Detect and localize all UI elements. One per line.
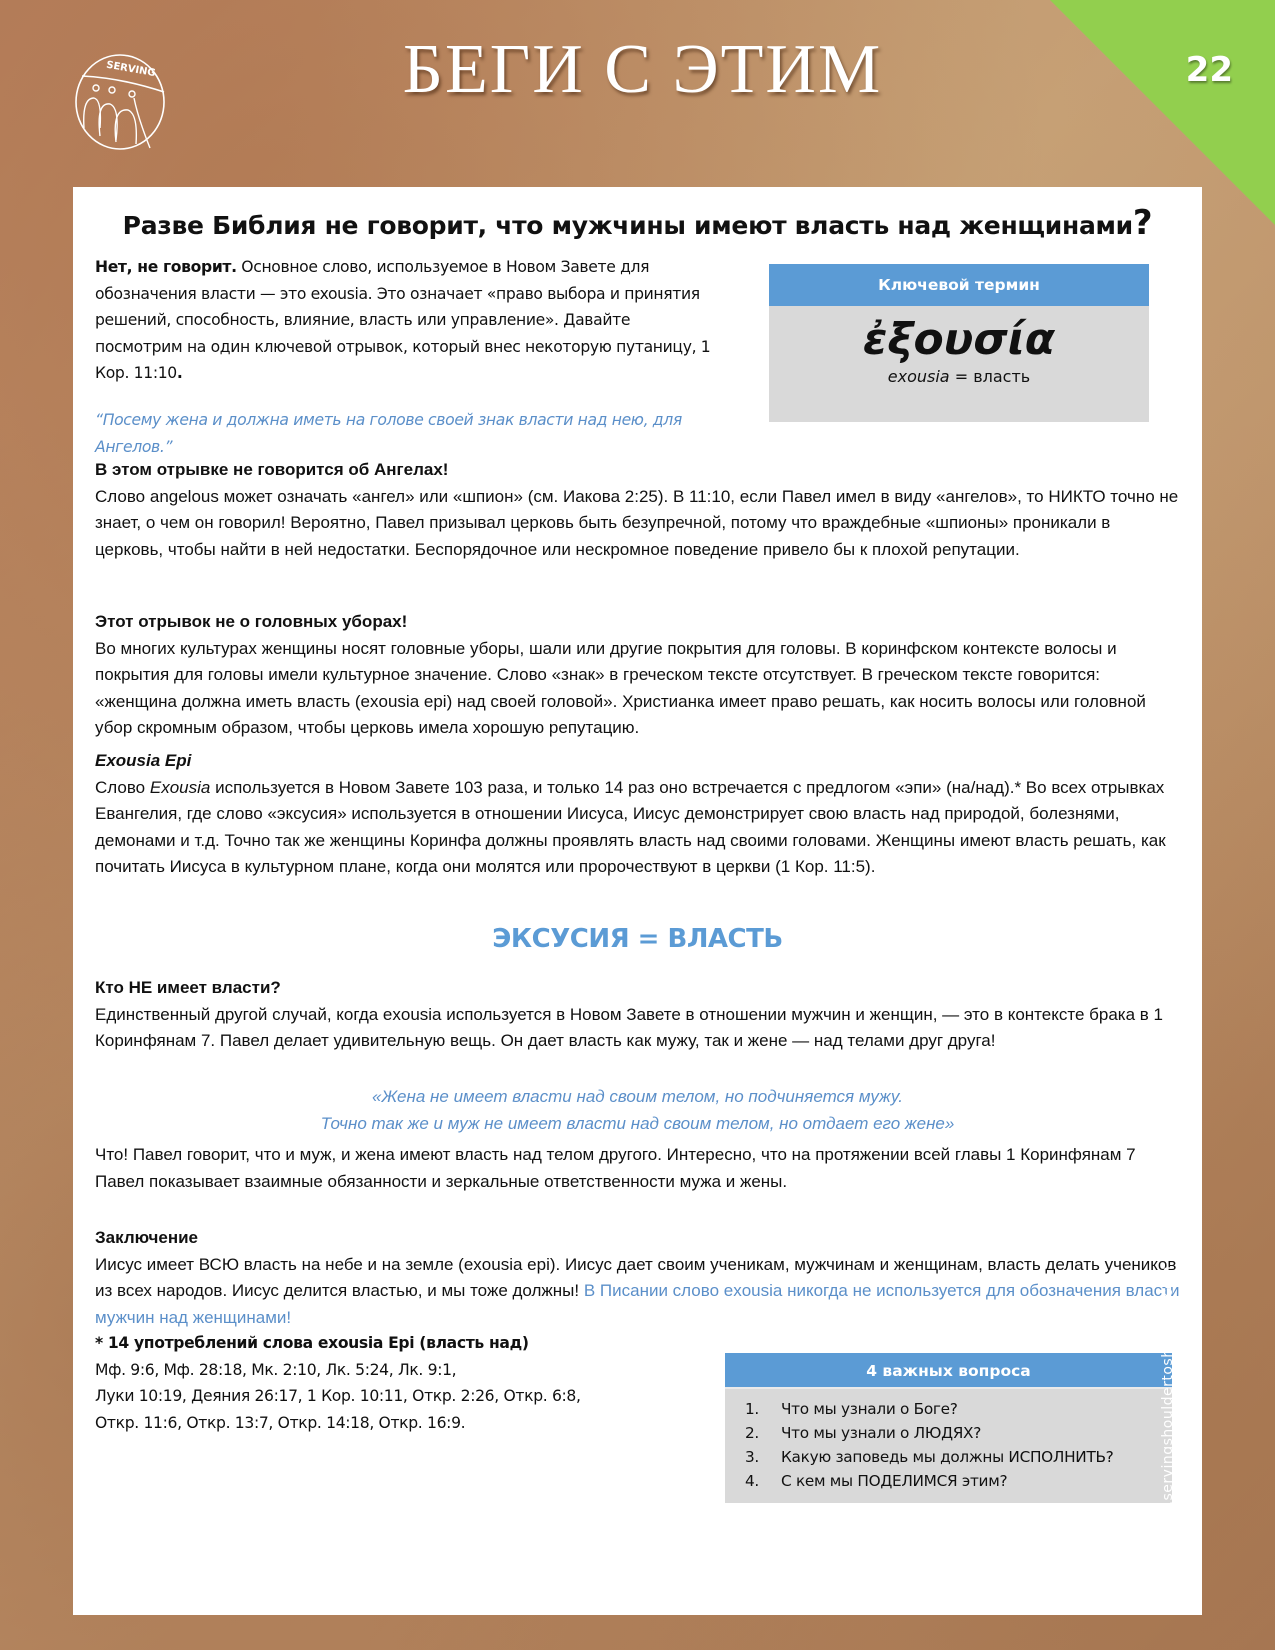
question-item	[745, 1445, 1172, 1469]
section-heading: Этот отрывок не о головных уборах!	[95, 612, 408, 631]
four-questions-header: 4 важных вопроса	[725, 1353, 1172, 1389]
question-text: Что мы узнали о Боге?	[781, 1400, 958, 1418]
key-term-translit: exousia	[887, 367, 950, 386]
question-item	[745, 1421, 1172, 1445]
exousia-banner: ЭКСУСИЯ = ВЛАСТЬ	[492, 924, 783, 954]
body-pre: Слово	[95, 777, 150, 797]
section-conclusion	[95, 1225, 1180, 1331]
intro-end: .	[176, 364, 183, 382]
question-item	[745, 1469, 1172, 1493]
section-heading: Заключение	[95, 1228, 198, 1247]
question-number: 4.	[745, 1472, 759, 1490]
conclusion-text: Иисус имеет ВСЮ власть на небе и на земле (exousia epi). Иисус дает своим ученикам, мужчинам и женщинам, власть делать учеников из всех народов. Иисус делится властью, и мы тоже должны!	[95, 1254, 1177, 1300]
page-number: 22	[1185, 50, 1233, 90]
section-body	[95, 775, 1180, 881]
key-term-gloss	[769, 367, 1149, 386]
section-body	[95, 1252, 1180, 1332]
question-item	[745, 1397, 1172, 1421]
marriage-quote-line-2: Точно так же и муж не имеет власти над своим телом, но отдает его жене»	[320, 1113, 955, 1133]
reference-line: Мф. 9:6, Мф. 28:18, Мк. 2:10, Лк. 5:24, Лк. 9:1,	[95, 1360, 457, 1379]
paul-says-paragraph: Что! Павел говорит, что и муж, и жена имеют власть над телом другого. Интересно, что на протяжении всей главы 1 Коринфянам 7 Павел показывает взаимные обязанности и зеркальные ответственности мужа и жены.	[95, 1145, 1136, 1191]
section-heading: Exousia Epi	[95, 751, 192, 770]
key-term-header: Ключевой термин	[769, 264, 1149, 306]
reference-line: Откр. 11:6, Откр. 13:7, Откр. 14:18, Откр. 16:9.	[95, 1413, 466, 1432]
references-block	[95, 1330, 695, 1436]
marriage-quote	[73, 1084, 1202, 1137]
intro-text: Основное слово, используемое в Новом Завете для обозначения власти — это exousia. Это означает «право выбора и принятия решений, способность, влияние, власть или управление». Давайте посмотрим на один ключевой отрывок, который внес некоторую путаницу, 1 Кор. 11:10	[95, 258, 711, 382]
question-text: Какую заповедь мы должны ИСПОЛНИТЬ?	[781, 1448, 1114, 1466]
four-questions-box	[725, 1353, 1172, 1503]
reference-line: Луки 10:19, Деяния 26:17, 1 Кор. 10:11, Откр. 2:26, Откр. 6:8,	[95, 1387, 581, 1405]
intro-lead: Нет, не говорит.	[95, 258, 237, 276]
content-card	[73, 187, 1202, 1615]
logo-text: SERVING	[105, 59, 157, 80]
section-head-coverings	[95, 609, 1180, 742]
questions-list	[725, 1389, 1172, 1493]
question-text: Что мы узнали о ЛЮДЯХ?	[781, 1424, 982, 1442]
section-body: Слово angelous может означать «ангел» или «шпион» (см. Иакова 2:25). В 11:10, если Павел имел в виду «ангелов», то НИКТО точно не знает, о чем он говорил! Вероятно, Павел призывал церковь быть безупречной, потому что враждебные «шпионы» проникали в церковь, чтобы найти в ней недостатки. Беспорядочное или нескромное поведение привело бы к плохой репутации.	[95, 486, 1179, 559]
question-number: 1.	[745, 1400, 759, 1418]
marriage-quote-line-1: «Жена не имеет власти над своим телом, но подчиняется мужу.	[372, 1087, 903, 1106]
section-exousia-epi	[95, 748, 1180, 881]
conclusion-highlight: В Писании слово exousia никогда не используется для обозначения власти мужчин над женщинами!	[95, 1281, 1180, 1327]
scripture-quote: “Посему жена и должна иметь на голове своей знак власти над нею, для Ангелов.”	[95, 411, 682, 456]
key-term-box	[769, 264, 1149, 422]
section-body: Во многих культурах женщины носят головные уборы, шали или другие покрытия для головы. В коринфском контексте волосы и покрытия для головы имели культурное значение. Слово «знак» в греческом тексте отсутствует. В греческом тексте говорится: «женщина должна иметь власть (exousia epi) над своей головой». Христианка имеет право решать, как носить волосы или головной убор скромным образом, чтобы церковь имела хорошую репутацию.	[95, 638, 1146, 737]
references-heading: * 14 употреблений слова exousia Epi (власть над)	[95, 1334, 529, 1352]
section-heading: Кто НЕ имеет власти?	[95, 978, 281, 997]
section-heading: В этом отрывке не говорится об Ангелах!	[95, 460, 449, 479]
question-mark: ?	[1132, 203, 1153, 243]
question-title	[73, 203, 1202, 243]
body-italic: Exousia	[149, 777, 211, 797]
key-term-greek: ἐξουσία	[862, 314, 1056, 365]
section-angels	[95, 457, 1180, 563]
question-number: 2.	[745, 1424, 759, 1442]
page-header-title: БЕГИ С ЭТИМ	[402, 31, 883, 108]
intro-paragraph	[95, 254, 715, 387]
key-term-meaning: = власть	[949, 367, 1031, 386]
website-url[interactable]: www.servingshouldertoshoulder.com	[1160, 1265, 1176, 1540]
body-rest: используется в Новом Завете 103 раза, и только 14 раз оно встречается с предлогом «эпи» (на/над).* Во всех отрывках Евангелия, где слово «эксусия» используется в отношении Иисуса, Иисус демонстрирует свою власть над природой, болезнями, демонами и т.д. Точно так же женщины Коринфа должны проявлять власть над своими головами. Женщины имеют власть решать, как почитать Иисуса в культурном плане, когда они молятся или пророчествуют в церкви (1 Кор. 11:5).	[95, 777, 1166, 876]
question-text: С кем мы ПОДЕЛИМСЯ этим?	[781, 1472, 1008, 1490]
question-title-text: Разве Библия не говорит, что мужчины имеют власть над женщинами	[122, 211, 1133, 240]
section-who-has-no-authority	[95, 975, 1180, 1055]
section-body: Единственный другой случай, когда exousia используется в Новом Завете в отношении мужчин и женщин, — это в контексте брака в 1 Коринфянам 7. Павел делает удивительную вещь. Он дает власть как мужу, так и жене — над телами друг друга!	[95, 1004, 1163, 1050]
question-number: 3.	[745, 1448, 759, 1466]
